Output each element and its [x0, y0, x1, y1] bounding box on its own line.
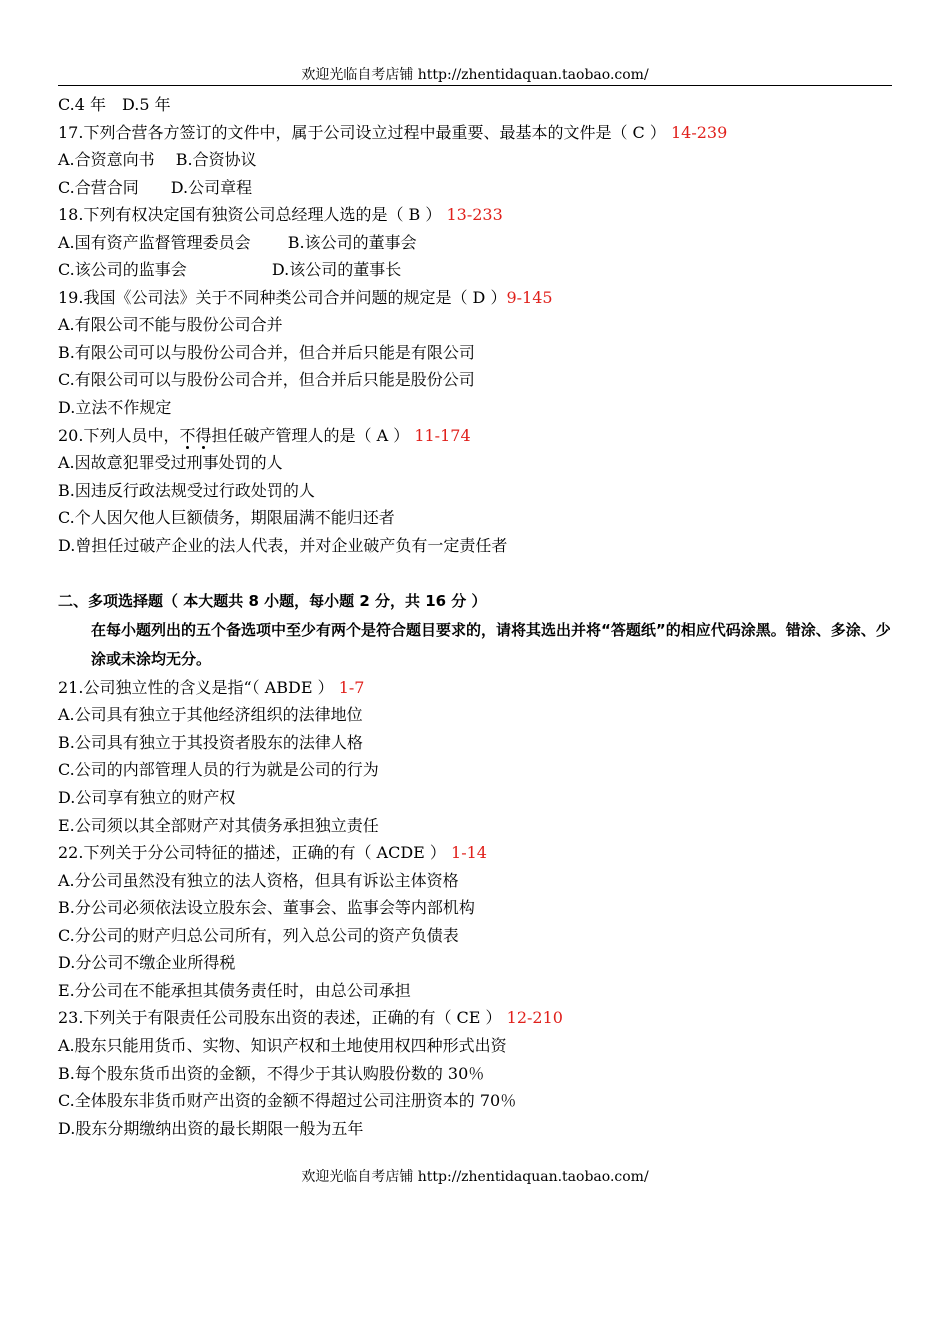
option-line: D.公司享有独立的财产权 [58, 788, 236, 808]
option-line: A.有限公司不能与股份公司合并 [58, 315, 283, 335]
reference-code: 11-174 [414, 425, 471, 445]
option-line: A.因故意犯罪受过刑事处罚的人 [58, 453, 283, 473]
page-footer: 欢迎光临自考店铺 http://zhentidaquan.taobao.com/ [301, 1169, 649, 1185]
option-line: A.分公司虽然没有独立的法人资格，但具有诉讼主体资格 [58, 870, 459, 890]
question-stem: 21.公司独立性的含义是指“（ ABDE ） [58, 677, 334, 697]
option-line: C.合营合同 D.公司章程 [58, 177, 253, 197]
option-line: A.股东只能用货币、实物、知识产权和土地使用权四种形式出资 [58, 1035, 507, 1055]
question-17 [58, 119, 898, 147]
option-line: C.4 年 D.5 年 [58, 95, 171, 114]
document-body [58, 91, 898, 1142]
option-line: C.该公司的监事会 D.该公司的董事长 [58, 260, 402, 280]
reference-code: 9-145 [506, 287, 553, 307]
question-stem: 23.下列关于有限责任公司股东出资的表述，正确的有（ CE ） [58, 1008, 502, 1028]
option-line: D.立法不作规定 [58, 398, 172, 418]
page-header: 欢迎光临自考店铺 http://zhentidaquan.taobao.com/ [301, 67, 649, 83]
question-stem-prefix: 20.下列人员中， [58, 425, 180, 445]
option-line: B.有限公司可以与股份公司合并，但合并后只能是有限公司 [58, 342, 475, 362]
question-18 [58, 201, 898, 229]
reference-code: 14-239 [670, 122, 728, 142]
question-stem: 18.下列有权决定国有独资公司总经理人选的是（ B ） [58, 205, 442, 225]
reference-code: 1-7 [338, 677, 365, 697]
question-stem: 19.我国《公司法》关于不同种类公司合并问题的规定是（ D ） [58, 287, 507, 307]
option-line: A.合资意向书 B.合资协议 [58, 150, 257, 170]
emphasis-char: 得 [195, 425, 212, 445]
option-line: B.因违反行政法规受过行政处罚的人 [58, 480, 315, 500]
question-stem: 22.下列关于分公司特征的描述，正确的有（ ACDE ） [58, 843, 446, 863]
spacer [58, 559, 898, 587]
question-23 [58, 1004, 898, 1032]
section-instruction: 在每小题列出的五个备选项中至少有两个是符合题目要求的，请将其选出并将“答题纸”的相应代码涂黑。错涂、多涂、少涂或未涂均无分。 [91, 620, 891, 668]
option-line: B.每个股东货币出资的金额，不得少于其认购股份数的 30％ [58, 1063, 485, 1083]
option-line: C.全体股东非货币财产出资的金额不得超过公司注册资本的 70％ [58, 1091, 517, 1111]
question-20 [58, 422, 898, 450]
option-line: C.有限公司可以与股份公司合并，但合并后只能是股份公司 [58, 370, 475, 390]
reference-code: 1-14 [451, 843, 487, 863]
section-title: 二、多项选择题（ 本大题共 8 小题，每小题 2 分，共 16 分 ） [58, 591, 487, 610]
option-line: D.股东分期缴纳出资的最长期限一般为五年 [58, 1118, 364, 1138]
question-21 [58, 674, 898, 702]
reference-code: 12-210 [506, 1008, 563, 1028]
option-line: C.公司的内部管理人员的行为就是公司的行为 [58, 760, 379, 780]
option-line: B.分公司必须依法设立股东会、董事会、监事会等内部机构 [58, 898, 475, 918]
question-22 [58, 839, 898, 867]
option-line: A.国有资产监督管理委员会 B.该公司的董事会 [58, 232, 417, 252]
option-line: E.公司须以其全部财产对其债务承担独立责任 [58, 815, 379, 835]
header-rule [58, 85, 892, 86]
option-line: D.曾担任过破产企业的法人代表，并对企业破产负有一定责任者 [58, 535, 508, 555]
option-line: D.分公司不缴企业所得税 [58, 953, 236, 973]
question-stem-suffix: 担任破产管理人的是（ A ） [211, 425, 410, 445]
option-line: E.分公司在不能承担其债务责任时，由总公司承担 [58, 980, 411, 1000]
question-stem: 17.下列合营各方签订的文件中，属于公司设立过程中最重要、最基本的文件是（ C ） [58, 122, 666, 142]
reference-code: 13-233 [446, 205, 503, 225]
question-19 [58, 284, 898, 312]
option-line: C.分公司的财产归总公司所有，列入总公司的资产负债表 [58, 925, 459, 945]
option-line: C.个人因欠他人巨额债务，期限届满不能归还者 [58, 508, 395, 528]
emphasis-char: 不 [179, 425, 196, 445]
option-line: B.公司具有独立于其投资者股东的法律人格 [58, 732, 363, 752]
option-line: A.公司具有独立于其他经济组织的法律地位 [58, 705, 363, 725]
